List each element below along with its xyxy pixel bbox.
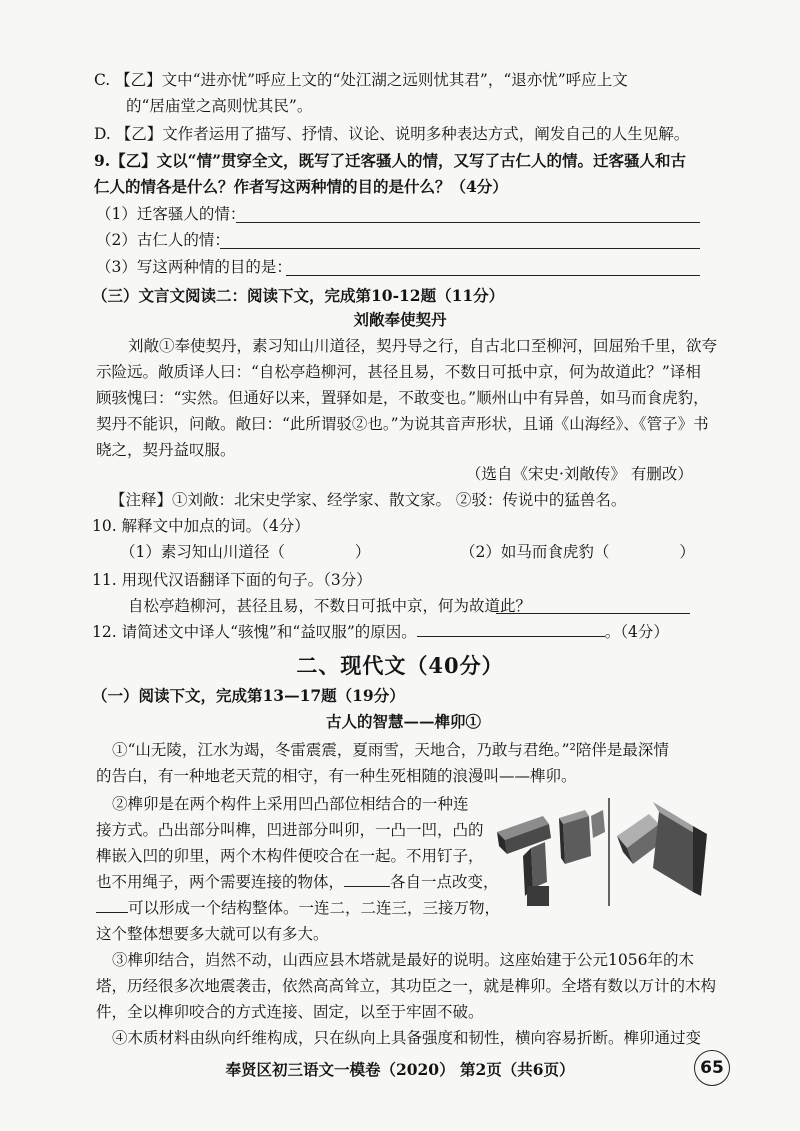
para2-line4-part-a: 也不用绳子，两个需要连接的物体， xyxy=(96,873,345,891)
para2-line3: 榫嵌入凹的卯里，两个木构件便咬合在一起。不用钉子， xyxy=(96,847,484,865)
q11-sentence: 自松亭趋柳河，甚径且易，不数日可抵中京，何为故道此？ xyxy=(128,597,532,615)
q10-item1 xyxy=(120,540,370,564)
para2-line5 xyxy=(96,896,500,920)
q8-option-c-line1: C. 【乙】文中“进亦忧”呼应上文的“处江湖之远则忧其君”，“退亦忧”呼应上文 xyxy=(94,71,628,89)
para2-line5-text: 可以形成一个结构整体。一连二，二连三，三接万物， xyxy=(128,899,501,917)
part2-article-title: 古人的智慧——榫卯① xyxy=(326,712,482,731)
para2-line4 xyxy=(96,870,499,894)
q9-item2-answer-line[interactable] xyxy=(220,248,700,249)
q9-item1-label: （1）迁客骚人的情： xyxy=(96,205,246,223)
reading2-heading: （三）文言文阅读二：阅读下文，完成第10-12题（11分） xyxy=(92,286,505,305)
para1-line1: ①“山无陵，江水为竭，冬雷震震，夏雨雪，天地合，乃敢与君绝。”²陪伴是最深情 xyxy=(112,741,669,759)
q9-item3-label: （3）写这两种情的目的是： xyxy=(96,258,292,276)
reading2-line5: 晓之，契丹益叹服。 xyxy=(96,441,236,459)
reading2-line2: 示险远。敞质译人曰：“自松亭趋柳河，甚径且易，不数日可抵中京，何为故道此？”译相 xyxy=(96,363,701,381)
reading2-notes: 【注释】①刘敞：北宋史学家、经学家、散文家。 ②驳：传说中的猛兽名。 xyxy=(110,491,627,509)
mortise-tenon-joint-icon xyxy=(493,796,711,908)
para2-line1: ②榫卯是在两个构件上采用凹凸部位相结合的一种连 xyxy=(112,795,469,813)
q10-item1-text: （1）素习知山川道径（ xyxy=(120,543,285,561)
reading2-line1: 刘敞①奉使契丹，素习知山川道径，契丹导之行，自古北口至柳河，回屈殆千里，欲夸 xyxy=(128,337,718,355)
para2-blank-2[interactable] xyxy=(96,912,128,913)
q9-item2-label: （2）古仁人的情： xyxy=(96,231,230,249)
part2-heading: 二、现代文（40分） xyxy=(296,653,504,678)
q11-answer-line[interactable] xyxy=(496,613,690,614)
part2-subheading: （一）阅读下文，完成第13—17题（19分） xyxy=(92,686,405,705)
page-footer: 奉贤区初三语文一模卷（2020） 第2页（共6页） xyxy=(225,1060,575,1079)
page-badge: 65 xyxy=(694,1050,730,1086)
q12-text: 12. 请简述文中译人“骇愧”和“益叹服”的原因。 xyxy=(92,623,417,641)
para3-line3: 件，全以榫卯咬合的方式连接、固定，以至于牢固不破。 xyxy=(96,1003,484,1021)
para1-line2: 的告白，有一种地老天荒的相守，有一种生死相随的浪漫叫——榫卯。 xyxy=(96,767,577,785)
para2-line6: 这个整体想要多大就可以有多大。 xyxy=(96,925,329,943)
q8-option-c-line2: 的“居庙堂之高则忧其民”。 xyxy=(126,97,313,115)
q9-stem-line2: 仁人的情各是什么？作者写这两种情的目的是什么？（4分） xyxy=(94,177,508,196)
q12-answer-line[interactable] xyxy=(417,636,605,637)
q9-item1-answer-line[interactable] xyxy=(236,222,700,223)
q12-score: 。（4分） xyxy=(604,623,669,641)
q9-stem-line1: 9.【乙】文以“情”贯穿全文，既写了迁客骚人的情，又写了古仁人的情。迁客骚人和古 xyxy=(94,151,687,170)
reading2-line3: 顾骇愧曰：“实然。但通好以来，置驿如是，不敢变也。”顺州山中有异兽，如马而食虎豹， xyxy=(96,389,709,407)
para2-line4-part-b: 各自一点改变， xyxy=(390,873,499,891)
q10-stem: 10. 解释文中加点的词。（4分） xyxy=(92,517,310,535)
mortise-tenon-figure xyxy=(493,796,711,908)
q10-item1-close: ） xyxy=(354,543,371,561)
q10-item2-text: （2）如马而食虎豹（ xyxy=(460,543,610,561)
q10-item2 xyxy=(460,540,695,564)
q8-option-d: D. 【乙】文作者运用了描写、抒情、议论、说明多种表达方式，阐发自己的人生见解。 xyxy=(94,125,690,143)
reading2-source: （选自《宋史·刘敞传》 有删改） xyxy=(466,465,693,483)
q10-item2-close: ） xyxy=(679,543,695,561)
q11-stem: 11. 用现代汉语翻译下面的句子。（3分） xyxy=(92,571,372,589)
reading2-title: 刘敞奉使契丹 xyxy=(353,310,447,329)
para3-line2: 塔，历经很多次地震袭击，依然高高耸立，其功臣之一，就是榫卯。全塔有数以万计的木构 xyxy=(96,977,717,995)
para2-blank-1[interactable] xyxy=(344,886,390,887)
para4-line1: ④木质材料由纵向纤维构成，只在纵向上具备强度和韧性，横向容易折断。榫卯通过变 xyxy=(112,1029,702,1047)
reading2-line4: 契丹不能识，问敞。敞曰：“此所谓驳②也。”为说其音声形状，且诵《山海经》、《管子》书 xyxy=(96,415,709,433)
para3-line1: ③榫卯结合，岿然不动，山西应县木塔就是最好的说明。这座始建于公元1056年的木 xyxy=(112,951,694,969)
para2-line2: 接方式。凸出部分叫榫，凹进部分叫卯，一凸一凹，凸的 xyxy=(96,821,484,839)
q9-item3-answer-line[interactable] xyxy=(286,275,700,276)
q12-stem xyxy=(92,620,669,644)
